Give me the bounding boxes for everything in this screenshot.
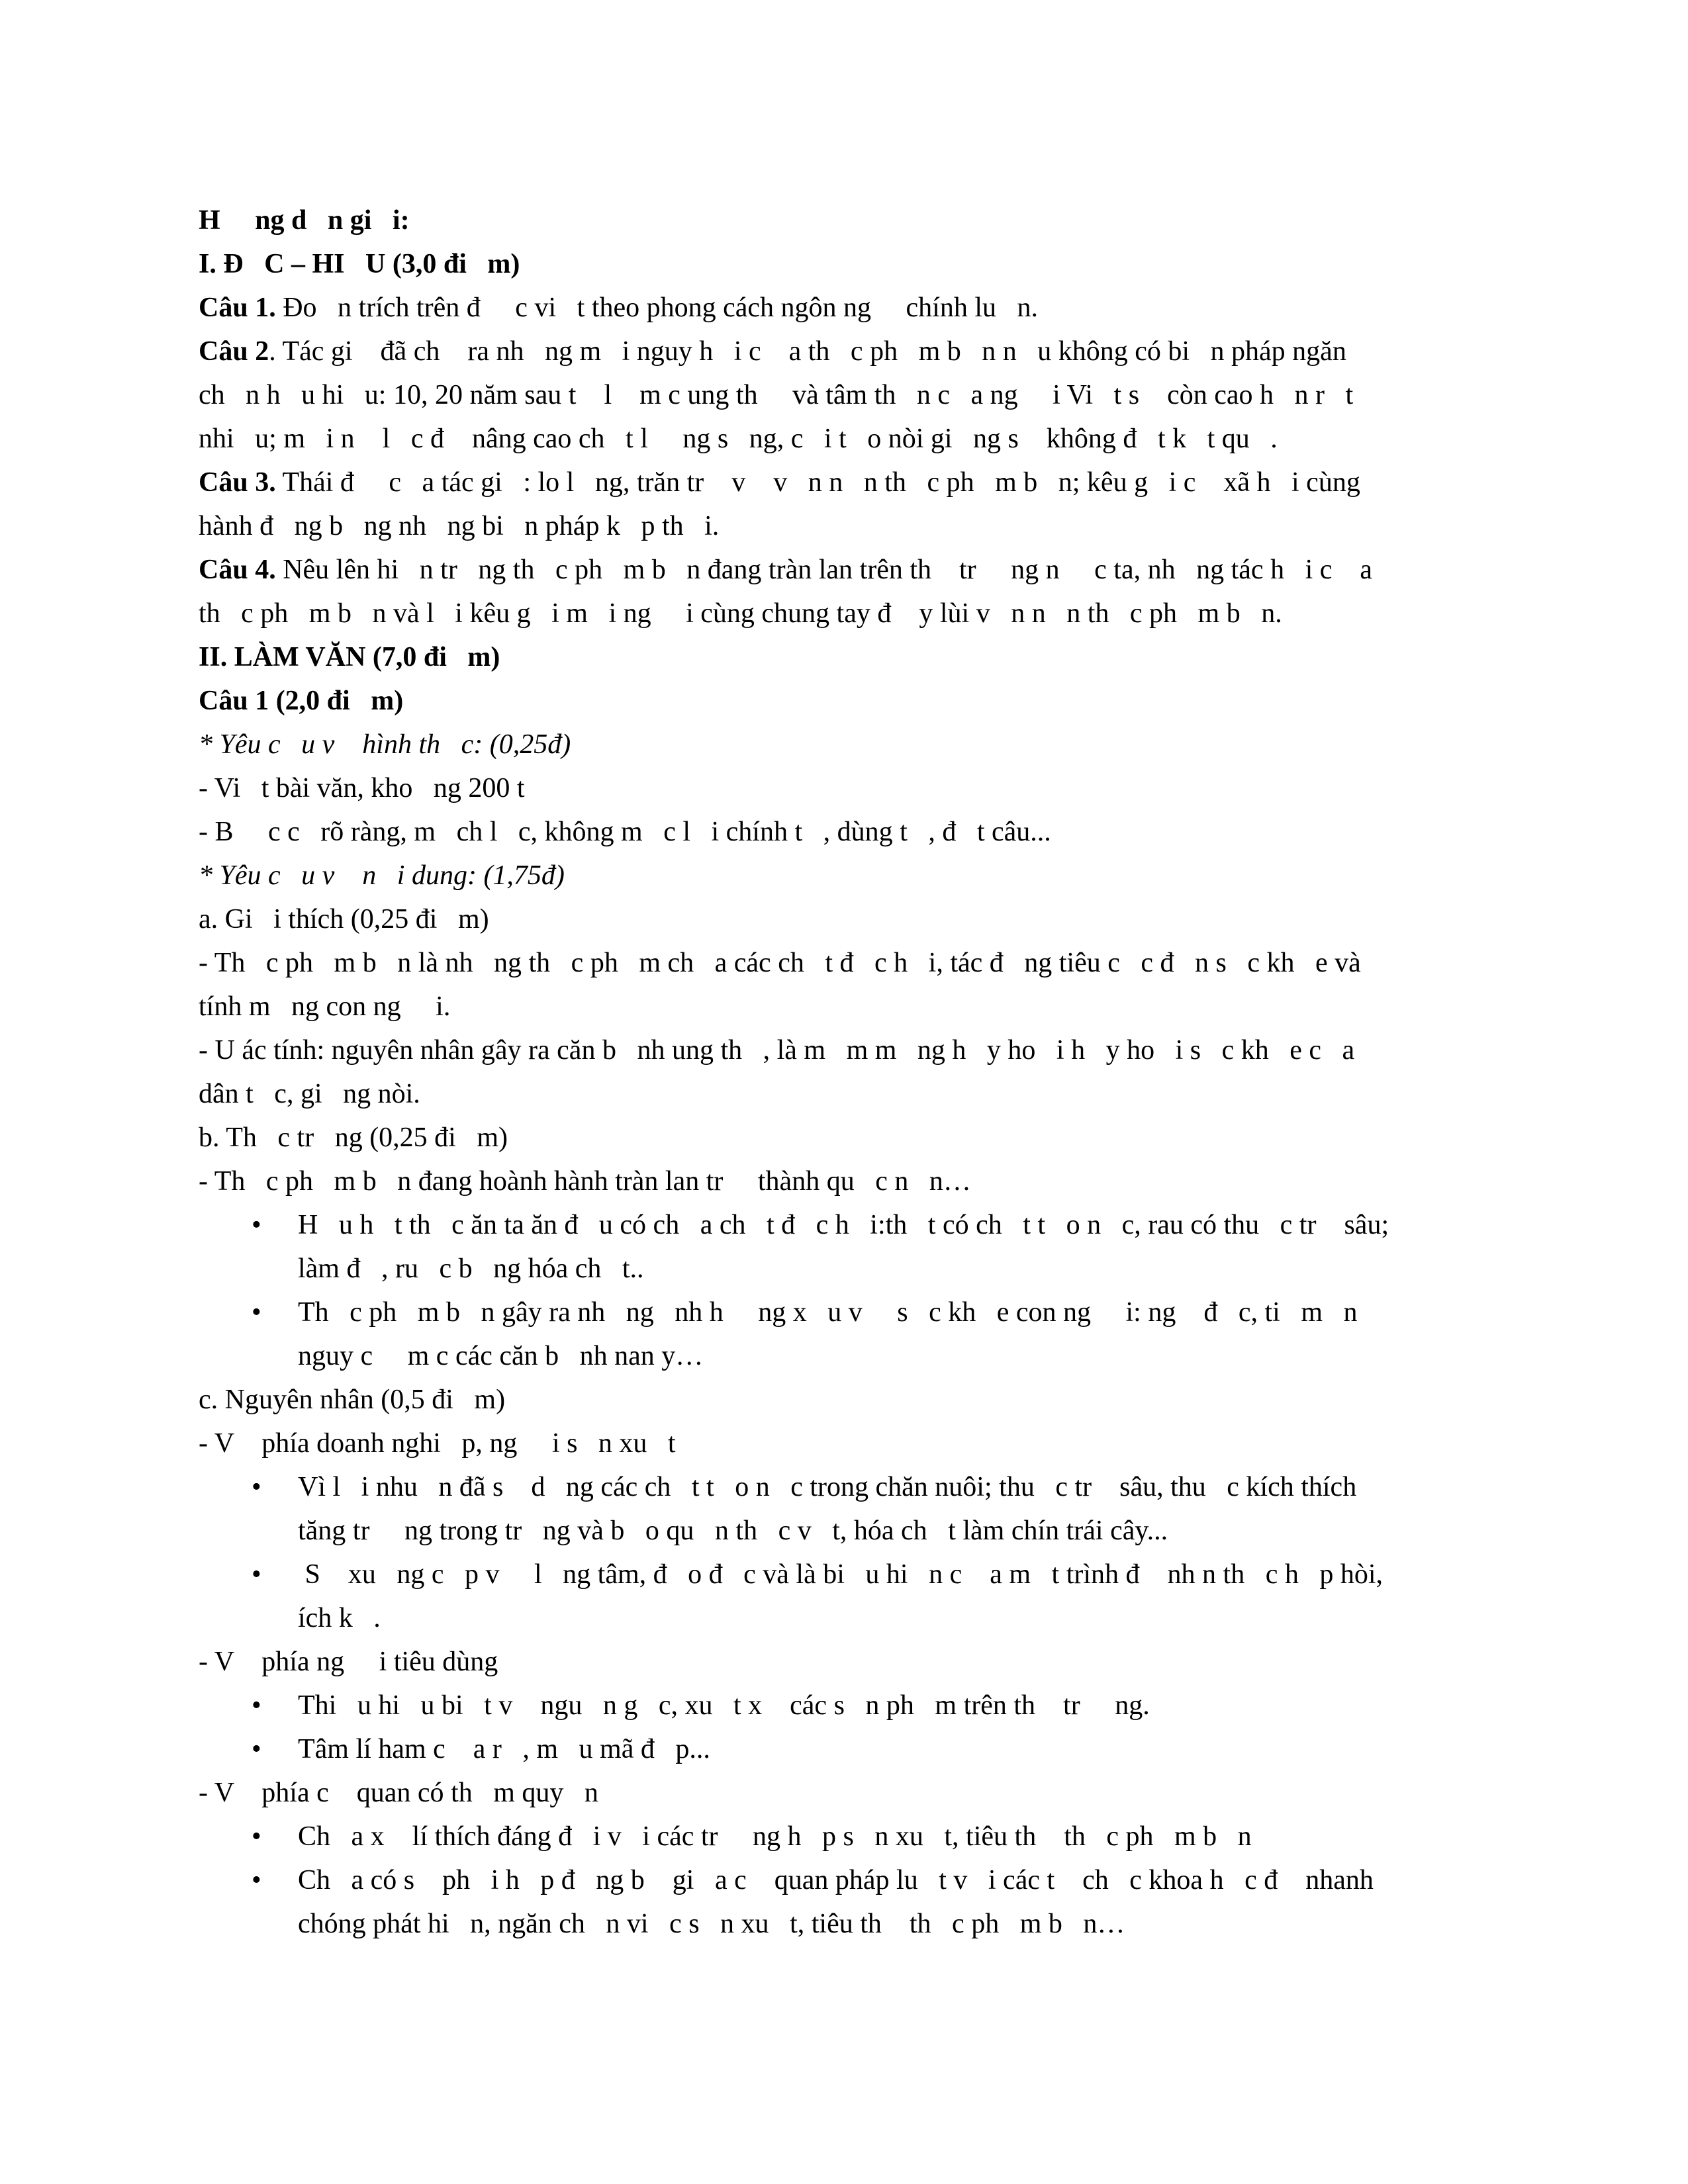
section-b-title: b. Th c tr ng (0,25 đi m) xyxy=(199,1122,508,1153)
q1-label: Câu 1. xyxy=(199,293,276,323)
section-b-bullets xyxy=(199,1203,1496,1378)
bullet-line: • Th c ph m b n gây ra nh ng nh h ng x u v s c kh e con ng i: ng đ c, ti m n xyxy=(298,1297,1358,1328)
cause-bullets xyxy=(199,1465,1496,1640)
bullet-line: • Ch a x lí thích đáng đ i v i các tr ng h p s n xu t, tiêu th th c ph m b n xyxy=(298,1821,1252,1852)
q1-text: Đo n trích trên đ c vi t theo phong cách ngôn ng chính lu n. xyxy=(275,293,1038,323)
cause-group-label: - V phía c quan có th m quy n xyxy=(199,1778,598,1808)
form-item: - B c c rõ ràng, m ch l c, không m c l i chính t , dùng t , đ t câu... xyxy=(199,817,1051,847)
q2-label: Câu 2 xyxy=(199,336,269,367)
q3-line-2: hành đ ng b ng nh ng bi n pháp k p th i. xyxy=(199,511,720,541)
bullet-line: nguy c m c các căn b nh nan y… xyxy=(298,1341,704,1371)
list-item xyxy=(298,1858,1496,1946)
part1-title: I. Đ C – HI U (3,0 đi m) xyxy=(199,249,520,279)
cause-group-label: - V phía ng i tiêu dùng xyxy=(199,1647,498,1677)
bullet-line: • S xu ng c p v l ng tâm, đ o đ c và là bi u hi n c a m t trình đ nh n th c h p hòi, xyxy=(298,1559,1383,1590)
answer-document xyxy=(199,199,1496,1946)
bullet-line: • Ch a có s ph i h p đ ng b gi a c quan pháp lu t v i các t ch c khoa h c đ nhanh xyxy=(298,1865,1374,1895)
q2-text-1: . Tác gi đã ch ra nh ng m i nguy h i c a th c ph m b n n u không có bi n pháp ngăn xyxy=(269,336,1346,367)
cause-bullets xyxy=(199,1684,1496,1771)
q3-line-1 xyxy=(199,461,1496,504)
part2-title: II. LÀM VĂN (7,0 đi m) xyxy=(199,642,500,672)
section-b-intro: - Th c ph m b n đang hoành hành tràn lan tr thành qu c n n… xyxy=(199,1166,971,1197)
q2-line-1 xyxy=(199,330,1496,373)
list-item xyxy=(298,1727,1496,1771)
bullet-line: • H u h t th c ăn ta ăn đ u có ch a ch t đ c h i:th t có ch t t o n c, rau có thu c tr sâu; xyxy=(298,1210,1389,1240)
q3-text-1: Thái đ c a tác gi : lo l ng, trăn tr v v n n n th c ph m b n; kêu g i c xã h i cùng xyxy=(275,467,1360,498)
q4-line-2: th c ph m b n và l i kêu g i m i ng i cùng chung tay đ y lùi v n n n th c ph m b n. xyxy=(199,598,1282,629)
form-requirement: * Yêu c u v hình th c: (0,25đ) xyxy=(199,729,571,760)
bullet-line: ích k . xyxy=(298,1603,381,1633)
bullet-line: • Vì l i nhu n đã s d ng các ch t t o n c trong chăn nuôi; thu c tr sâu, thu c kích thích xyxy=(298,1472,1357,1502)
section-a-line: dân t c, gi ng nòi. xyxy=(199,1079,420,1109)
q4-text-1: Nêu lên hi n tr ng th c ph m b n đang tràn lan trên th tr ng n c ta, nh ng tác h i c a xyxy=(275,555,1373,585)
bullet-line: làm đ , ru c b ng hóa ch t.. xyxy=(298,1253,644,1284)
q4-label: Câu 4. xyxy=(199,555,276,585)
bullet-line: • Thi u hi u bi t v ngu n g c, xu t x các s n ph m trên th tr ng. xyxy=(298,1690,1150,1721)
section-c-title: c. Nguyên nhân (0,5 đi m) xyxy=(199,1385,506,1415)
section-a-title: a. Gi i thích (0,25 đi m) xyxy=(199,904,489,934)
form-item: - Vi t bài văn, kho ng 200 t xyxy=(199,773,525,803)
list-item xyxy=(298,1684,1496,1727)
q4-line-1 xyxy=(199,548,1496,592)
q3-label: Câu 3. xyxy=(199,467,276,498)
q2-line-2: ch n h u hi u: 10, 20 năm sau t l m c ung th và tâm th n c a ng i Vi t s còn cao h n r t xyxy=(199,380,1354,410)
list-item xyxy=(298,1815,1496,1858)
cause-group-label: - V phía doanh nghi p, ng i s n xu t xyxy=(199,1428,676,1459)
list-item xyxy=(298,1465,1496,1553)
q1-line xyxy=(199,286,1496,330)
bullet-line: tăng tr ng trong tr ng và b o qu n th c v t, hóa ch t làm chín trái cây... xyxy=(298,1516,1168,1546)
bullet-line: chóng phát hi n, ngăn ch n vi c s n xu t, tiêu th th c ph m b n… xyxy=(298,1909,1125,1939)
list-item xyxy=(298,1553,1496,1640)
section-a-line: tính m ng con ng i. xyxy=(199,991,451,1022)
document-heading: H ng d n gi i: xyxy=(199,205,410,236)
list-item xyxy=(298,1203,1496,1291)
section-a-line: - U ác tính: nguyên nhân gây ra căn b nh ung th , là m m m ng h y ho i h y ho i s c kh e c a xyxy=(199,1035,1355,1066)
content-requirement: * Yêu c u v n i dung: (1,75đ) xyxy=(199,860,565,891)
list-item xyxy=(298,1291,1496,1378)
section-a-line: - Th c ph m b n là nh ng th c ph m ch a các ch t đ c h i, tác đ ng tiêu c c đ n s c kh e và xyxy=(199,948,1361,978)
cau1-title: Câu 1 (2,0 đi m) xyxy=(199,686,404,716)
cause-bullets xyxy=(199,1815,1496,1946)
bullet-line: • Tâm lí ham c a r , m u mã đ p... xyxy=(298,1734,710,1764)
q2-line-3: nhi u; m i n l c đ nâng cao ch t l ng s ng, c i t o nòi gi ng s không đ t k t qu . xyxy=(199,424,1278,454)
